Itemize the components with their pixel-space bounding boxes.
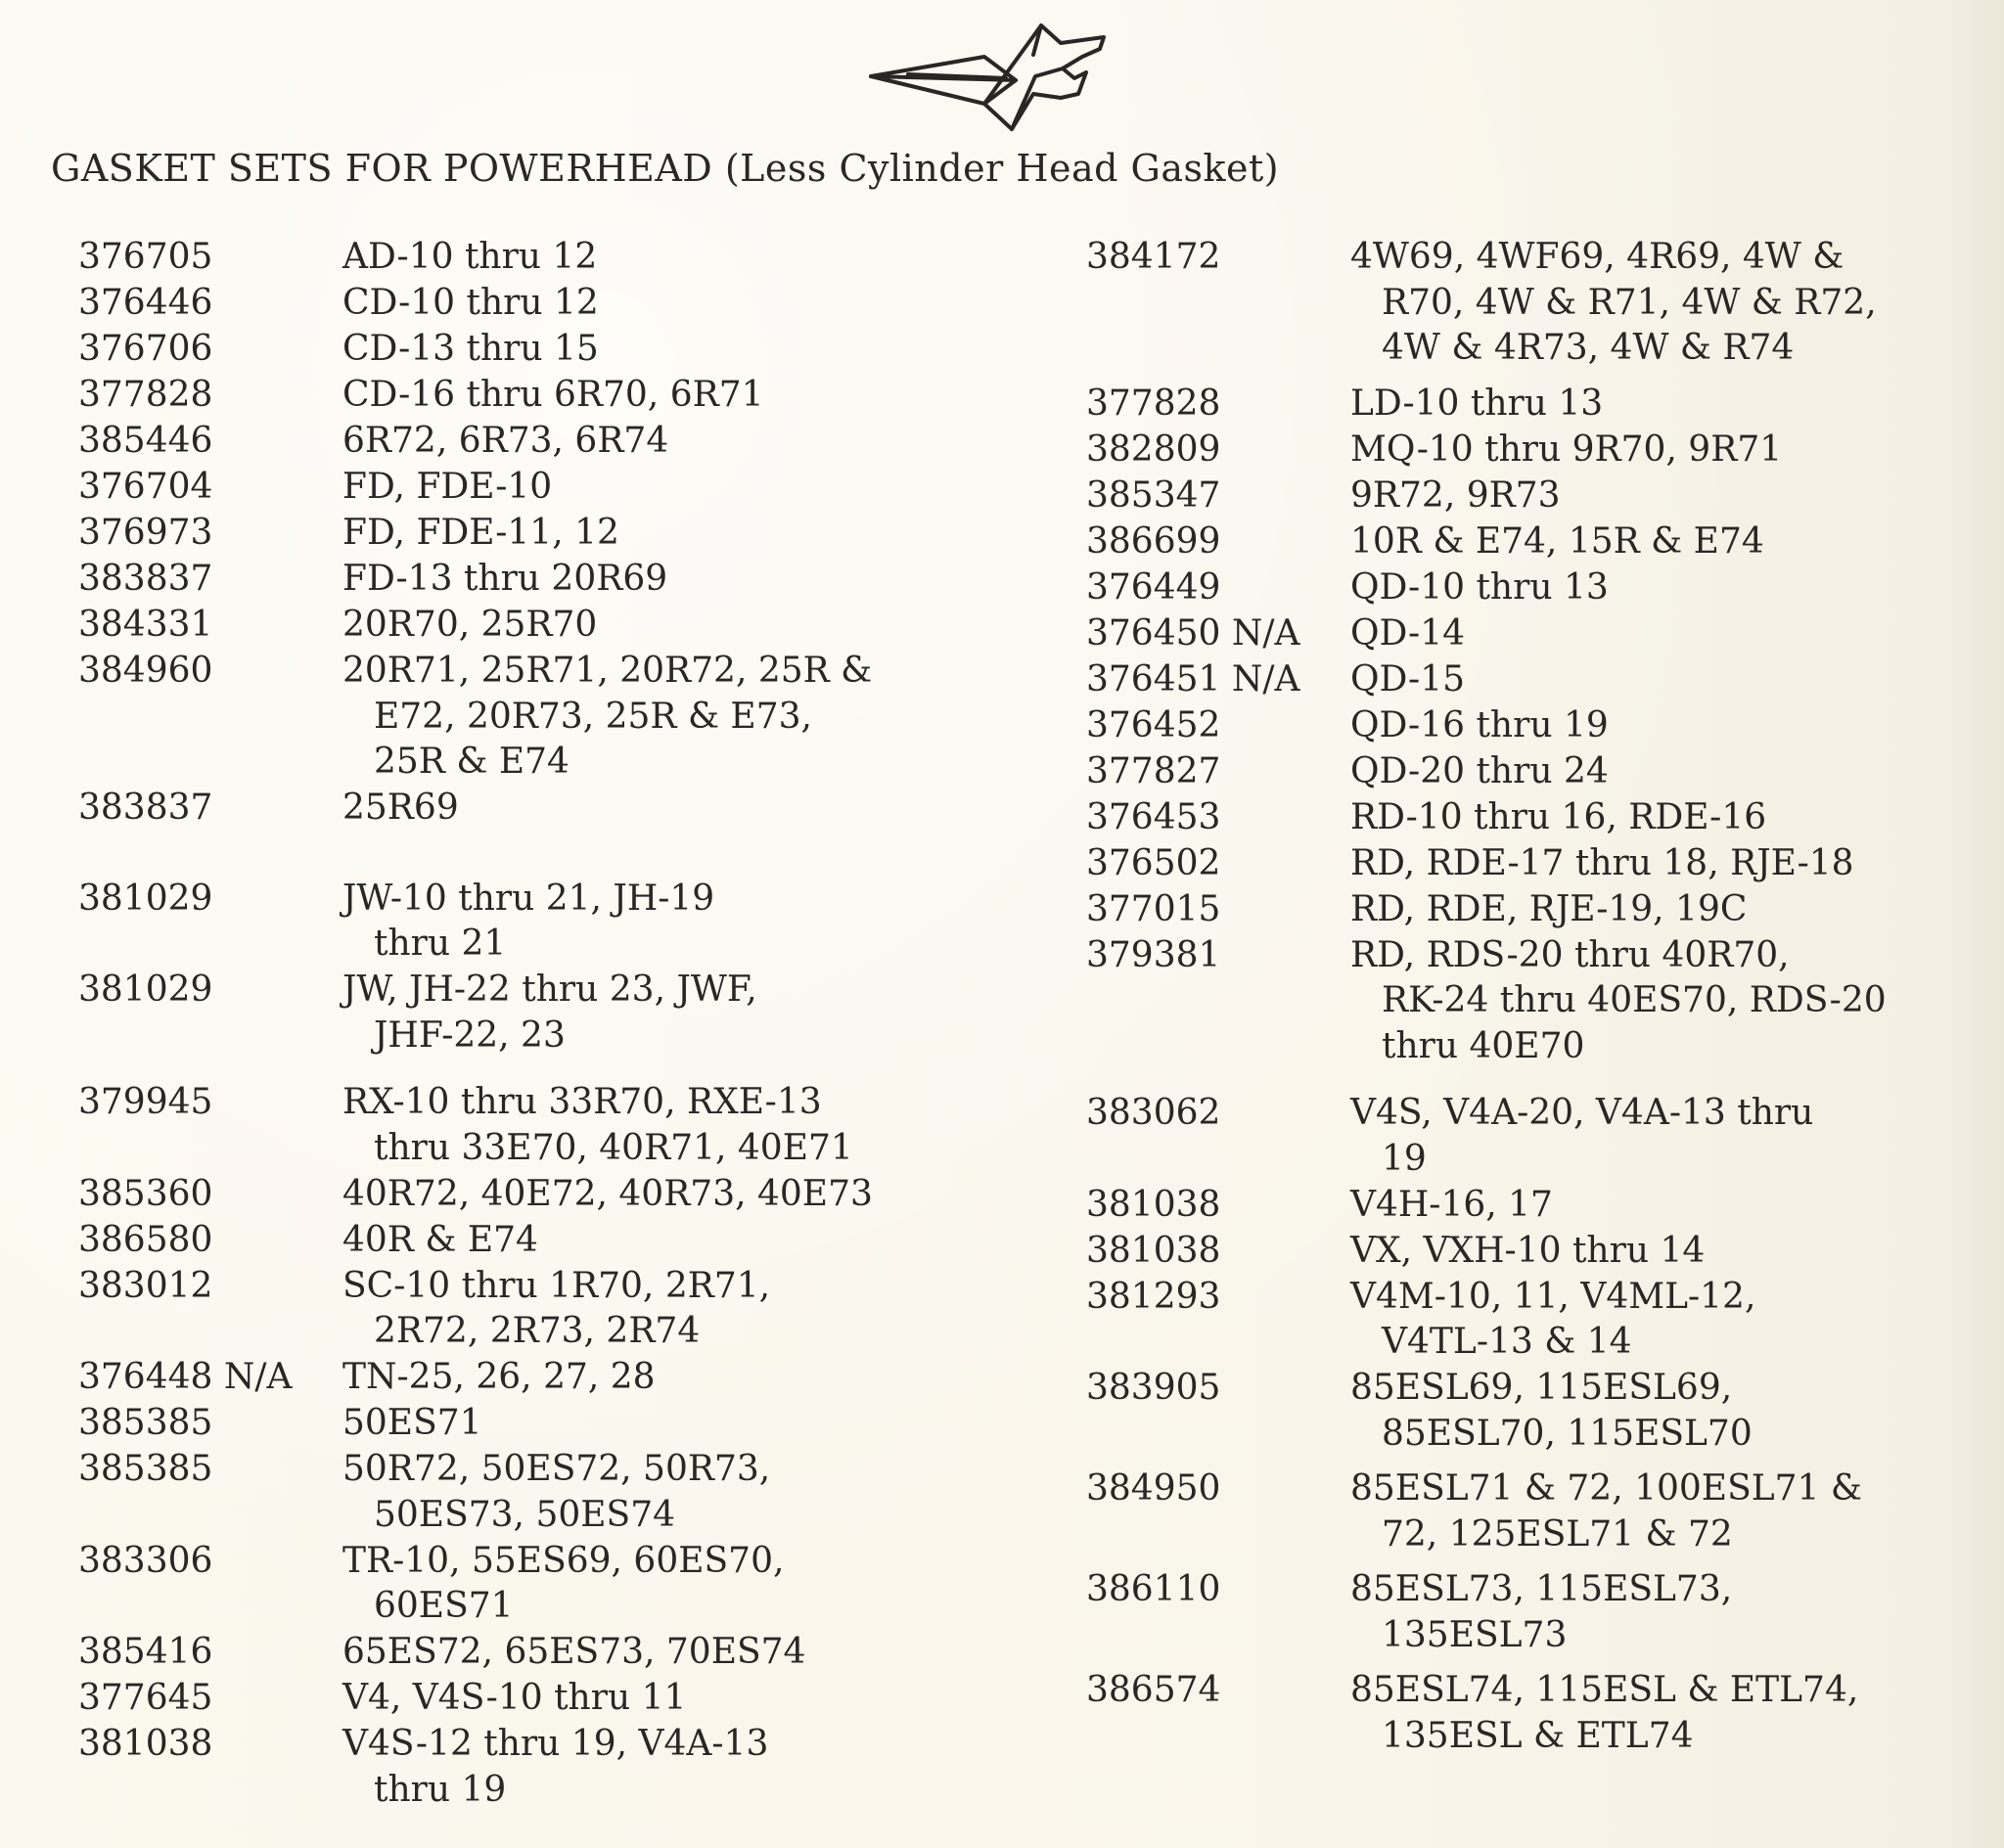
model-applications	[1350, 703, 1609, 749]
right-parts-column	[1086, 235, 1967, 1760]
model-applications	[1350, 1275, 1755, 1366]
part-number: 377827	[1086, 750, 1221, 791]
model-line: CD-13 thru 15	[342, 329, 599, 369]
part-number: 381038	[1086, 1230, 1221, 1271]
part-number: 381293	[1086, 1276, 1221, 1317]
part-number: 376451 N/A	[1086, 658, 1300, 699]
part-row	[78, 281, 959, 327]
part-number: 376706	[78, 329, 213, 369]
part-row	[78, 327, 959, 373]
model-line: 50ES73, 50ES74	[374, 1494, 676, 1535]
part-number: 381038	[78, 1724, 213, 1764]
part-row	[1086, 1668, 1967, 1759]
part-number: 385360	[78, 1173, 213, 1214]
model-line: 25R69	[342, 788, 459, 828]
part-number: 377645	[78, 1678, 213, 1718]
part-number: 385347	[1086, 474, 1221, 516]
model-applications	[342, 1264, 770, 1355]
model-line: 20R70, 25R70	[342, 605, 598, 645]
part-row	[1086, 1567, 1967, 1658]
part-number: 376448 N/A	[78, 1357, 293, 1397]
part-row	[1086, 1466, 1967, 1557]
model-line: thru 40E70	[1382, 1025, 1585, 1066]
model-applications	[342, 968, 757, 1059]
model-applications	[342, 1630, 805, 1676]
part-number: 376449	[1086, 566, 1221, 608]
part-number: 385446	[78, 421, 213, 461]
part-row	[78, 419, 959, 465]
model-applications	[1350, 382, 1603, 428]
model-line: CD-16 thru 6R70, 6R71	[342, 375, 764, 415]
model-line: TN-25, 26, 27, 28	[342, 1357, 656, 1397]
part-number: 384950	[1086, 1468, 1221, 1509]
model-line: RD, RDE-17 thru 18, RJE-18	[1350, 842, 1854, 883]
part-number: 386574	[1086, 1670, 1221, 1710]
model-applications	[342, 1355, 656, 1401]
part-number: 381029	[78, 878, 213, 919]
part-row	[78, 786, 959, 832]
part-number: 381029	[78, 969, 213, 1010]
model-applications	[342, 1172, 873, 1218]
model-applications	[1350, 235, 1877, 372]
model-applications	[1350, 1668, 1858, 1759]
model-line: 50ES71	[342, 1403, 482, 1443]
model-line: V4TL-13 & 14	[1382, 1322, 1632, 1362]
brand-logo-icon	[869, 20, 1131, 135]
model-line: 40R & E74	[342, 1219, 538, 1260]
part-number: 376704	[78, 467, 213, 507]
part-row	[78, 1676, 959, 1722]
model-applications	[342, 1539, 784, 1630]
part-row	[1086, 235, 1967, 372]
model-line: 10R & E74, 15R & E74	[1350, 520, 1764, 562]
model-applications	[342, 786, 459, 832]
model-applications	[342, 649, 872, 786]
model-applications	[342, 465, 552, 511]
part-number: 383837	[78, 788, 213, 828]
part-number: 377015	[1086, 888, 1221, 929]
part-row	[1086, 657, 1967, 703]
part-number: 377828	[78, 375, 213, 415]
part-number: 386110	[1086, 1569, 1221, 1609]
model-line: 50R72, 50ES72, 50R73,	[342, 1449, 771, 1489]
model-line: QD-10 thru 13	[1350, 566, 1609, 608]
part-row	[1086, 611, 1967, 657]
model-applications	[1350, 1366, 1753, 1457]
model-line: thru 33E70, 40R71, 40E71	[374, 1127, 853, 1168]
part-number: 381038	[1086, 1184, 1221, 1225]
part-row	[78, 557, 959, 603]
model-line: 6R72, 6R73, 6R74	[342, 421, 669, 461]
model-line: 85ESL73, 115ESL73,	[1350, 1569, 1733, 1609]
part-row	[78, 1080, 959, 1171]
part-row	[78, 465, 959, 511]
part-number: 385385	[78, 1449, 213, 1489]
model-applications	[1350, 473, 1561, 519]
model-line: 9R72, 9R73	[1350, 474, 1561, 516]
part-row	[1086, 1366, 1967, 1457]
part-row	[78, 373, 959, 419]
model-line: CD-10 thru 12	[342, 283, 599, 323]
model-applications	[342, 511, 619, 557]
part-row	[1086, 1229, 1967, 1275]
part-row	[78, 649, 959, 786]
part-row	[78, 1172, 959, 1218]
part-number: 384172	[1086, 237, 1221, 277]
part-row	[1086, 749, 1967, 795]
model-applications	[1350, 749, 1609, 795]
part-row	[1086, 933, 1967, 1070]
part-row	[78, 1447, 959, 1538]
model-applications	[1350, 795, 1766, 841]
part-row	[78, 1630, 959, 1676]
part-row	[78, 877, 959, 968]
model-applications	[342, 1447, 770, 1538]
model-line: 65ES72, 65ES73, 70ES74	[342, 1632, 806, 1672]
part-row	[78, 1264, 959, 1355]
model-applications	[1350, 1183, 1553, 1229]
part-row	[1086, 519, 1967, 565]
model-line: QD-14	[1350, 612, 1466, 654]
model-applications	[1350, 1229, 1705, 1275]
model-applications	[1350, 841, 1854, 887]
part-number: 382809	[1086, 428, 1221, 470]
model-line: 20R71, 25R71, 20R72, 25R &	[342, 651, 873, 691]
part-number: 376450 N/A	[1086, 612, 1300, 654]
model-line: 25R & E74	[374, 742, 569, 782]
part-row	[78, 1218, 959, 1264]
model-applications	[342, 373, 764, 419]
part-number: 376973	[78, 513, 213, 553]
model-line: FD, FDE-11, 12	[342, 513, 619, 553]
model-line: LD-10 thru 13	[1350, 383, 1604, 424]
model-applications	[1350, 611, 1465, 657]
part-row	[1086, 382, 1967, 428]
part-number: 383012	[78, 1265, 213, 1306]
model-applications	[342, 603, 597, 649]
part-row	[78, 968, 959, 1059]
model-line: V4M-10, 11, V4ML-12,	[1350, 1276, 1756, 1317]
part-number: 384331	[78, 605, 213, 645]
model-line: QD-20 thru 24	[1350, 750, 1609, 791]
model-line: thru 21	[374, 924, 507, 964]
model-line: TR-10, 55ES69, 60ES70,	[342, 1540, 785, 1581]
model-line: JW, JH-22 thru 23, JWF,	[342, 969, 757, 1010]
model-line: JHF-22, 23	[374, 1014, 566, 1056]
part-number: 376453	[1086, 796, 1221, 837]
model-line: RD, RDS-20 thru 40R70,	[1350, 934, 1790, 975]
section-heading: GASKET SETS FOR POWERHEAD (Less Cylinder Head Gasket)	[51, 147, 1280, 190]
part-number: 383905	[1086, 1368, 1221, 1408]
part-number: 383306	[78, 1540, 213, 1581]
model-applications	[342, 1218, 538, 1264]
model-applications	[342, 1676, 686, 1722]
model-applications	[1350, 887, 1747, 933]
model-line: 85ESL74, 115ESL & ETL74,	[1350, 1670, 1859, 1710]
model-line: 135ESL & ETL74	[1382, 1715, 1694, 1756]
model-line: 40R72, 40E72, 40R73, 40E73	[342, 1173, 873, 1214]
model-applications	[1350, 565, 1609, 611]
part-row	[1086, 795, 1967, 841]
model-applications	[342, 1080, 853, 1171]
model-line: V4S, V4A-20, V4A-13 thru	[1350, 1093, 1814, 1133]
model-applications	[342, 281, 599, 327]
model-applications	[342, 419, 668, 465]
model-applications	[342, 877, 714, 968]
part-row	[78, 511, 959, 557]
model-line: 2R72, 2R73, 2R74	[374, 1311, 701, 1351]
model-line: QD-16 thru 19	[1350, 704, 1609, 745]
model-line: RD-10 thru 16, RDE-16	[1350, 796, 1767, 837]
model-line: JW-10 thru 21, JH-19	[342, 878, 715, 919]
model-line: 85ESL69, 115ESL69,	[1350, 1368, 1733, 1408]
model-applications	[342, 557, 667, 603]
part-row	[1086, 473, 1967, 519]
model-line: V4, V4S-10 thru 11	[342, 1678, 687, 1718]
model-line: V4H-16, 17	[1350, 1184, 1553, 1225]
model-applications	[1350, 1466, 1862, 1557]
model-line: R70, 4W & R71, 4W & R72,	[1382, 282, 1877, 323]
part-number: 386699	[1086, 520, 1221, 562]
model-applications	[1350, 1091, 1813, 1182]
part-row	[78, 1355, 959, 1401]
part-row	[1086, 887, 1967, 933]
part-row	[78, 603, 959, 649]
model-applications	[342, 1401, 482, 1447]
model-line: 19	[1382, 1138, 1427, 1179]
part-row	[1086, 703, 1967, 749]
part-number: 376705	[78, 237, 213, 277]
part-number: 383837	[78, 559, 213, 599]
model-applications	[1350, 933, 1887, 1070]
part-row	[78, 1401, 959, 1447]
part-row	[1086, 1183, 1967, 1229]
model-applications	[1350, 657, 1465, 703]
part-number: 376452	[1086, 704, 1221, 745]
model-applications	[342, 327, 599, 373]
part-number: 384960	[78, 651, 213, 691]
model-line: 4W69, 4WF69, 4R69, 4W &	[1350, 237, 1845, 277]
model-line: SC-10 thru 1R70, 2R71,	[342, 1265, 771, 1306]
model-line: 135ESL73	[1382, 1614, 1568, 1655]
part-number: 385416	[78, 1632, 213, 1672]
part-number: 386580	[78, 1219, 213, 1260]
model-line: AD-10 thru 12	[342, 237, 598, 277]
left-parts-column	[78, 235, 959, 1814]
model-line: 72, 125ESL71 & 72	[1382, 1513, 1733, 1555]
model-line: FD-13 thru 20R69	[342, 559, 668, 599]
model-line: RX-10 thru 33R70, RXE-13	[342, 1082, 822, 1122]
part-row	[78, 1722, 959, 1813]
model-applications	[1350, 519, 1764, 565]
part-number: 376446	[78, 283, 213, 323]
model-line: E72, 20R73, 25R & E73,	[374, 696, 812, 737]
model-line: 4W & 4R73, 4W & R74	[1382, 328, 1795, 368]
model-applications	[342, 235, 597, 281]
model-line: QD-15	[1350, 658, 1466, 699]
part-number: 383062	[1086, 1093, 1221, 1133]
model-line: FD, FDE-10	[342, 467, 553, 507]
part-row	[1086, 428, 1967, 473]
part-number: 379945	[78, 1082, 213, 1122]
model-line: 60ES71	[374, 1586, 514, 1626]
part-number: 377828	[1086, 383, 1221, 424]
model-line: RK-24 thru 40ES70, RDS-20	[1382, 980, 1887, 1020]
part-row	[1086, 841, 1967, 887]
model-applications	[342, 1722, 768, 1813]
model-applications	[1350, 1567, 1732, 1658]
part-number: 379381	[1086, 934, 1221, 975]
model-line: RD, RDE, RJE-19, 19C	[1350, 888, 1748, 929]
model-line: V4S-12 thru 19, V4A-13	[342, 1724, 769, 1764]
part-number: 385385	[78, 1403, 213, 1443]
model-line: thru 19	[374, 1769, 507, 1810]
model-applications	[1350, 428, 1782, 473]
part-row	[1086, 565, 1967, 611]
part-row	[1086, 1091, 1967, 1182]
model-line: VX, VXH-10 thru 14	[1350, 1230, 1706, 1271]
model-line: 85ESL70, 115ESL70	[1382, 1413, 1753, 1454]
model-line: 85ESL71 & 72, 100ESL71 &	[1350, 1468, 1862, 1509]
model-line: MQ-10 thru 9R70, 9R71	[1350, 428, 1783, 470]
part-number: 376502	[1086, 842, 1221, 883]
part-row	[1086, 1275, 1967, 1366]
part-row	[78, 1539, 959, 1630]
part-row	[78, 235, 959, 281]
